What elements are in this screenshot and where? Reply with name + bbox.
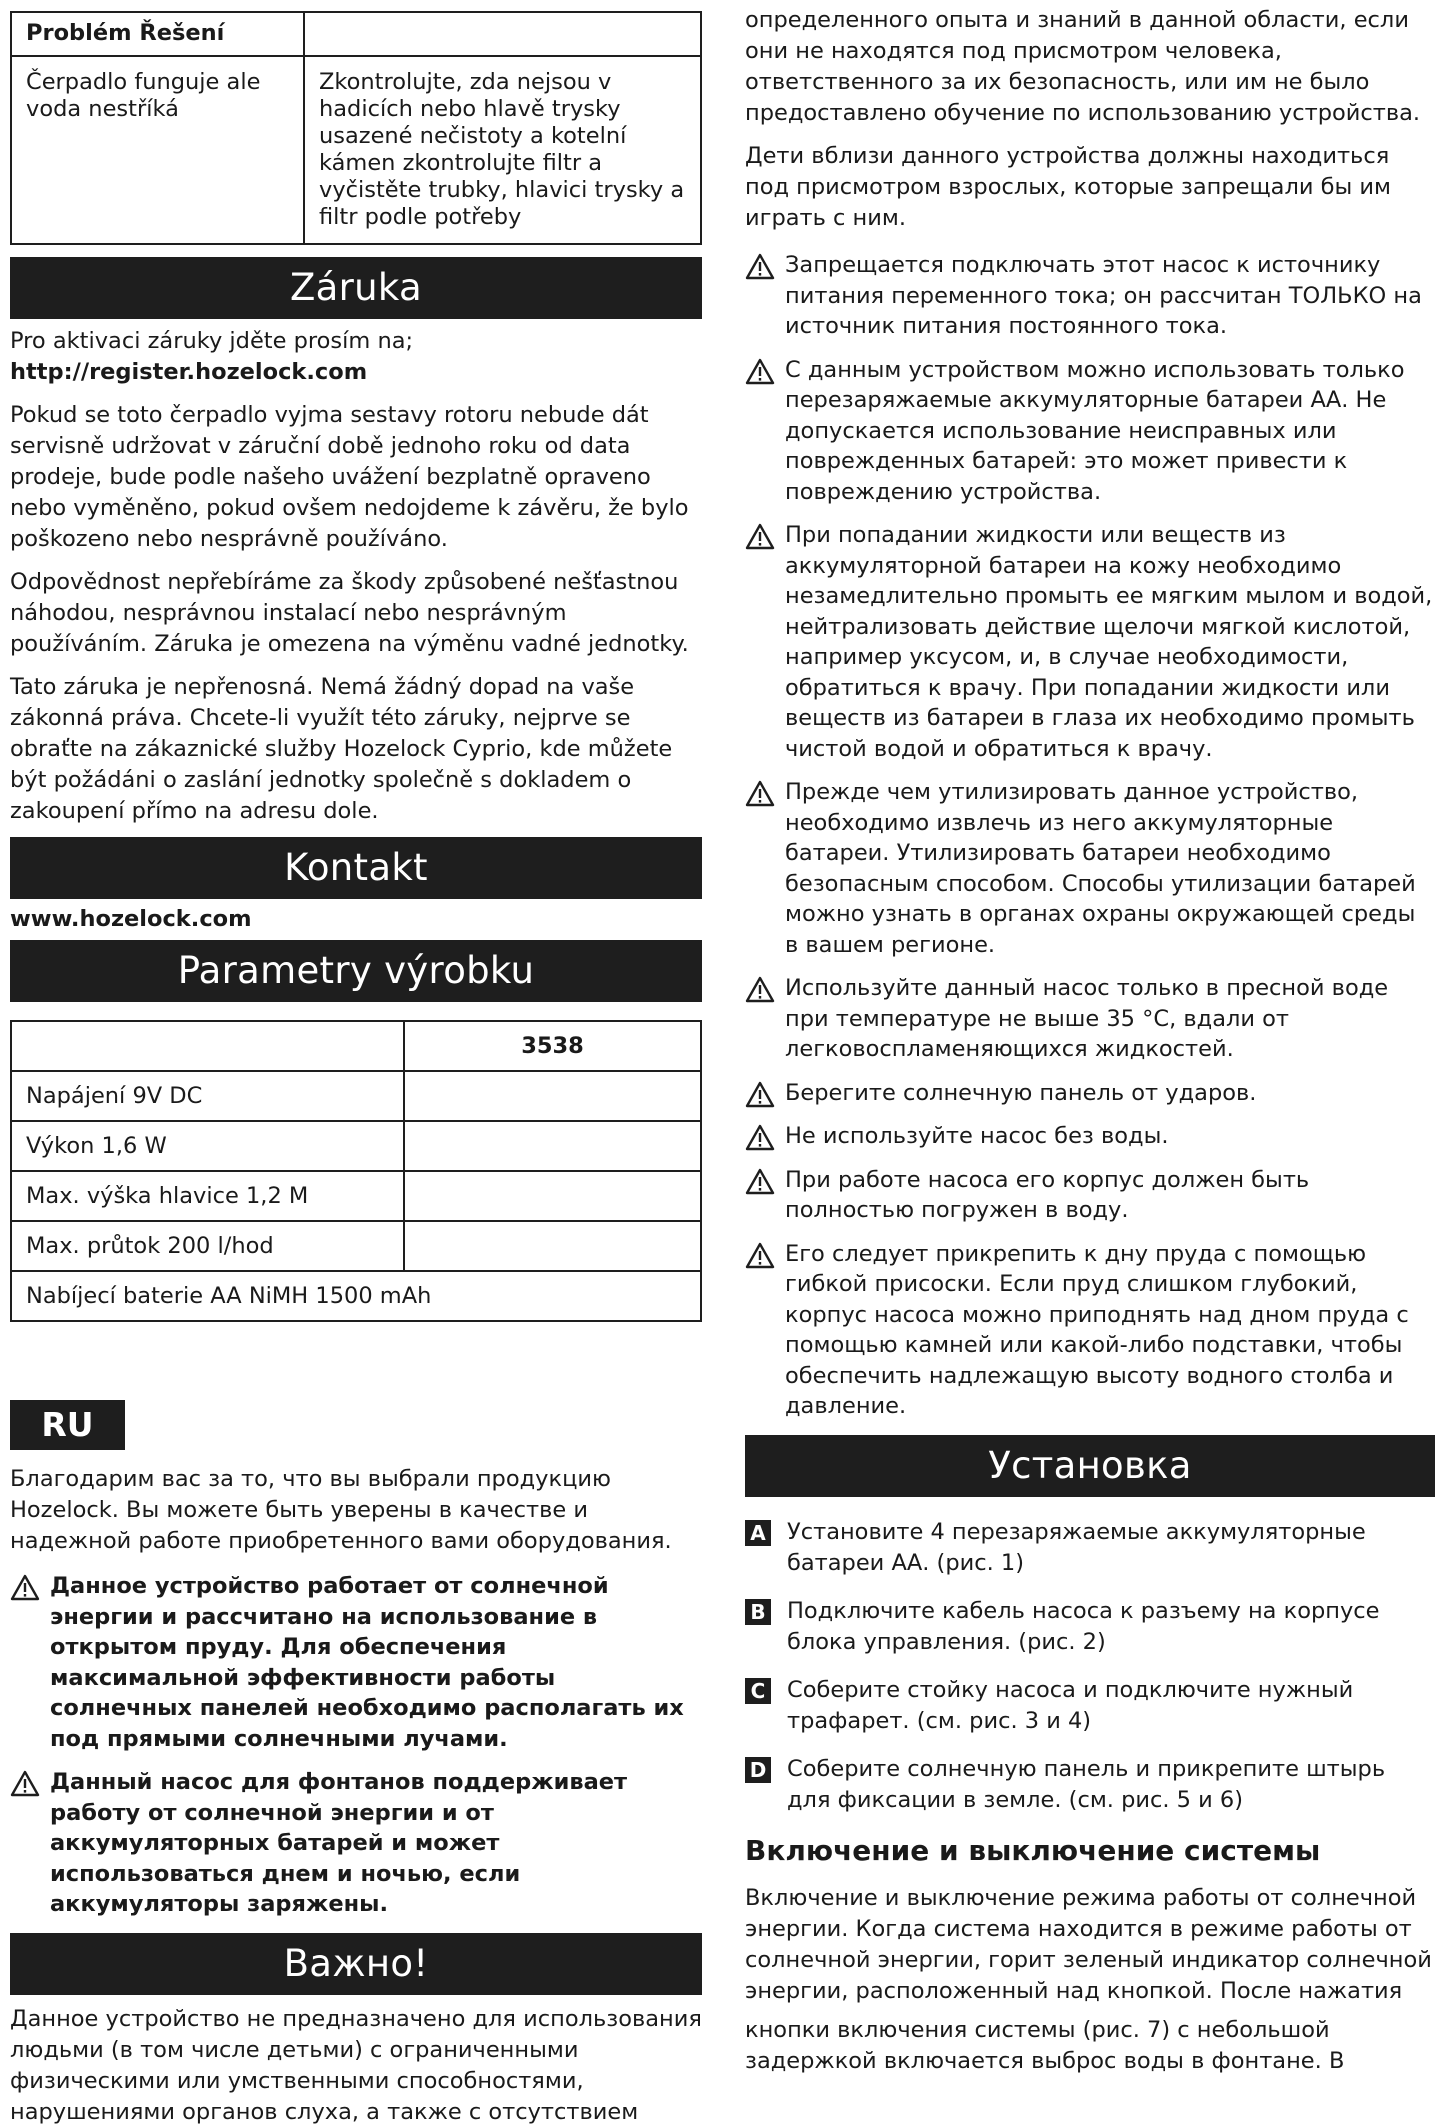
important-heading: Важно! bbox=[10, 1933, 702, 1995]
warning-triangle-icon bbox=[745, 1081, 775, 1108]
step-text: Соберите стойку насоса и подключите нужный трафарет. (см. рис. 3 и 4) bbox=[787, 1676, 1354, 1734]
table-row bbox=[11, 1171, 701, 1221]
table-row bbox=[11, 12, 701, 56]
warning-text: Запрещается подключать этот насос к источнику питания переменного тока; он рассчитан ТОЛЬКО на источник питания постоянного тока. bbox=[785, 252, 1422, 339]
warranty-paragraph-3: Tato záruka je nepřenosná. Nemá žádný dopad na vaše zákonná práva. Chcete-li využít této záruky, nejprve se obraťte na zákaznické služby Hozelock Cyprio, kde můžete být požádáni o zaslání jednotky společně s dokladem o zakoupení přímo na adresu dole. bbox=[10, 674, 673, 824]
table-row bbox=[11, 56, 701, 244]
install-heading: Установка bbox=[745, 1435, 1435, 1497]
onoff-paragraph-1: Включение и выключение режима работы от солнечной энергии. Когда система находится в режиме работы от солнечной энергии, горит зеленый индикатор солнечной энергии, расположенный над кнопкой. После нажатия bbox=[745, 1884, 1432, 2004]
warranty-paragraph-2: Odpovědnost nepřebíráme za škody způsobené nešťastnou náhodou, nesprávnou instalací nebo nesprávným používáním. Záruka je omezena na výměnu vadné jednotky. bbox=[10, 569, 689, 657]
bold-warning-text: Данный насос для фонтанов поддерживает работу от солнечной энергии и от аккумуляторных батарей и может использоваться днем и ночью, если аккумуляторы заряжены. bbox=[50, 1769, 628, 1917]
warning-item bbox=[745, 1078, 1435, 1109]
onoff-heading: Включение и выключение системы bbox=[745, 1833, 1321, 1867]
contact-url-link[interactable]: www.hozelock.com bbox=[10, 906, 252, 932]
params-model: 3538 bbox=[404, 1021, 701, 1071]
install-step bbox=[745, 1596, 1435, 1658]
onoff-paragraph-2: кнопки включения системы (рис. 7) с небольшой задержкой включается выброс воды в фонтане. В bbox=[745, 2016, 1345, 2074]
params-cell: Max. výška hlavice 1,2 M bbox=[11, 1171, 404, 1221]
step-text: Подключите кабель насоса к разъему на корпусе блока управления. (рис. 2) bbox=[787, 1597, 1380, 1655]
params-cell: Max. průtok 200 l/hod bbox=[11, 1221, 404, 1271]
warning-text: Не используйте насос без воды. bbox=[785, 1123, 1169, 1149]
bold-warning bbox=[10, 1571, 702, 1754]
warning-triangle-icon bbox=[745, 780, 775, 807]
bold-warning-text: Данное устройство работает от солнечной энергии и рассчитано на использование в открытом пруду. Для обеспечения максимальной эффективности работы солнечных панелей необходимо располагать их под прямыми солнечными лучами. bbox=[50, 1573, 684, 1752]
install-step bbox=[745, 1754, 1435, 1816]
step-text: Установите 4 перезаряжаемые аккумуляторные батареи АА. (рис. 1) bbox=[787, 1518, 1366, 1576]
warranty-url-link[interactable]: http://register.hozelock.com bbox=[10, 359, 368, 385]
install-step bbox=[745, 1517, 1435, 1579]
left-column bbox=[10, 0, 702, 2128]
table-row bbox=[11, 1021, 701, 1071]
table-row bbox=[11, 1271, 701, 1321]
important-text: Данное устройство не предназначено для использования людьми (в том числе детьми) с ограниченными физическими или умственными способностями, нарушениями органов слуха, а также с отсутствием bbox=[10, 2005, 702, 2125]
warning-triangle-icon bbox=[10, 1574, 40, 1601]
warning-text: При попадании жидкости или веществ из аккумуляторной батареи на кожу необходимо незамедлительно промыть ее мягким мылом и водой, нейтрализовать действие щелочи мягкой кислотой, например уксусом, и, в случае необходимости, обратиться к врачу. При попадании жидкости или веществ из батареи в глаза их необходимо промыть чистой водой и обратиться к врачу. bbox=[785, 522, 1433, 762]
warning-item bbox=[745, 1165, 1435, 1226]
step-label: A bbox=[745, 1520, 771, 1546]
warning-text: Используйте данный насос только в пресной воде при температуре не выше 35 °C, вдали от легковоспламеняющихся жидкостей. bbox=[785, 975, 1389, 1062]
warning-text: Его следует прикрепить к дну пруда с помощью гибкой присоски. Если пруд слишком глубокий, корпус насоса можно приподнять над дном пруда с помощью камней или какой-либо подставки, чтобы обеспечить надлежащую высоту водного столба и давление. bbox=[785, 1240, 1409, 1419]
warning-text: При работе насоса его корпус должен быть полностью погружен в воду. bbox=[785, 1166, 1310, 1223]
problem-cell: Čerpadlo funguje ale voda nestříká bbox=[11, 56, 304, 244]
warning-item bbox=[745, 355, 1435, 508]
warning-triangle-icon bbox=[745, 253, 775, 280]
warranty-heading: Záruka bbox=[10, 257, 702, 319]
solution-cell: Zkontrolujte, zda nejsou v hadicích nebo hlavě trysky usazené nečistoty a kotelní kámen zkontrolujte filtr a vyčistěte trubky, hlavici trysky a filtr podle potřeby bbox=[304, 56, 701, 244]
warning-text: Прежде чем утилизировать данное устройство, необходимо извлечь из него аккумуляторные батареи. Утилизировать батареи необходимо безопасным способом. Способы утилизации батарей можно узнать в органах охраны окружающей среды в вашем регионе. bbox=[785, 779, 1416, 958]
warning-item bbox=[745, 1239, 1435, 1422]
warning-item bbox=[745, 973, 1435, 1065]
warning-triangle-icon bbox=[10, 1770, 40, 1797]
warning-triangle-icon bbox=[745, 1242, 775, 1269]
step-label: B bbox=[745, 1599, 771, 1625]
params-header-empty bbox=[11, 1021, 404, 1071]
step-label: D bbox=[745, 1757, 771, 1783]
warranty-paragraph-1: Pokud se toto čerpadlo vyjma sestavy rotoru nebude dát servisně udržovat v záruční době jednoho roku od data prodeje, bude podle našeho uvážení bezplatně opraveno nebo vyměněno, pokud ovšem nedojdeme k závěru, že bylo poškozeno nebo nesprávně používáno. bbox=[10, 402, 689, 552]
warning-text: Берегите солнечную панель от ударов. bbox=[785, 1079, 1257, 1106]
warning-triangle-icon bbox=[745, 1168, 775, 1195]
step-text: Соберите солнечную панель и прикрепите штырь для фиксации в земле. (см. рис. 5 и 6) bbox=[787, 1755, 1386, 1813]
install-step bbox=[745, 1675, 1435, 1737]
important-continued: определенного опыта и знаний в данной области, если они не находятся под присмотром человека, ответственного за их безопасность, или им не было предоставлено обучение по использованию устройства. bbox=[745, 7, 1421, 126]
step-label: C bbox=[745, 1678, 771, 1704]
warning-item bbox=[745, 1121, 1435, 1152]
params-table bbox=[10, 1020, 702, 1322]
warning-triangle-icon bbox=[745, 1124, 775, 1151]
warranty-activate-text: Pro aktivaci záruky jděte prosím na; bbox=[10, 328, 414, 354]
header-problem: Problém Řešení bbox=[11, 12, 304, 56]
warning-triangle-icon bbox=[745, 358, 775, 385]
warning-item bbox=[745, 250, 1435, 342]
warning-item bbox=[745, 520, 1435, 764]
table-row bbox=[11, 1071, 701, 1121]
contact-heading: Kontakt bbox=[10, 837, 702, 899]
params-heading: Parametry výrobku bbox=[10, 940, 702, 1002]
ru-intro: Благодарим вас за то, что вы выбрали продукцию Hozelock. Вы можете быть уверены в качестве и надежной работе приобретенного вами оборудования. bbox=[10, 1466, 672, 1554]
table-row bbox=[11, 1221, 701, 1271]
header-solution bbox=[304, 12, 701, 56]
params-cell: Výkon 1,6 W bbox=[11, 1121, 404, 1171]
warning-triangle-icon bbox=[745, 523, 775, 550]
bold-warning bbox=[10, 1767, 702, 1920]
right-column bbox=[745, 0, 1435, 2077]
warning-text: С данным устройством можно использовать только перезаряжаемые аккумуляторные батареи АА. Не допускается использование неисправных или поврежденных батарей: это может привести к повреждению устройства. bbox=[785, 356, 1405, 505]
children-warning: Дети вблизи данного устройства должны находиться под присмотром взрослых, которые запрещали бы им играть с ним. bbox=[745, 143, 1391, 231]
warning-triangle-icon bbox=[745, 976, 775, 1003]
troubleshoot-table bbox=[10, 11, 702, 245]
params-cell: Napájení 9V DC bbox=[11, 1071, 404, 1121]
ru-language-badge: RU bbox=[10, 1400, 125, 1450]
warning-item bbox=[745, 777, 1435, 960]
table-row bbox=[11, 1121, 701, 1171]
params-cell: Nabíjecí baterie AA NiMH 1500 mAh bbox=[11, 1271, 701, 1321]
